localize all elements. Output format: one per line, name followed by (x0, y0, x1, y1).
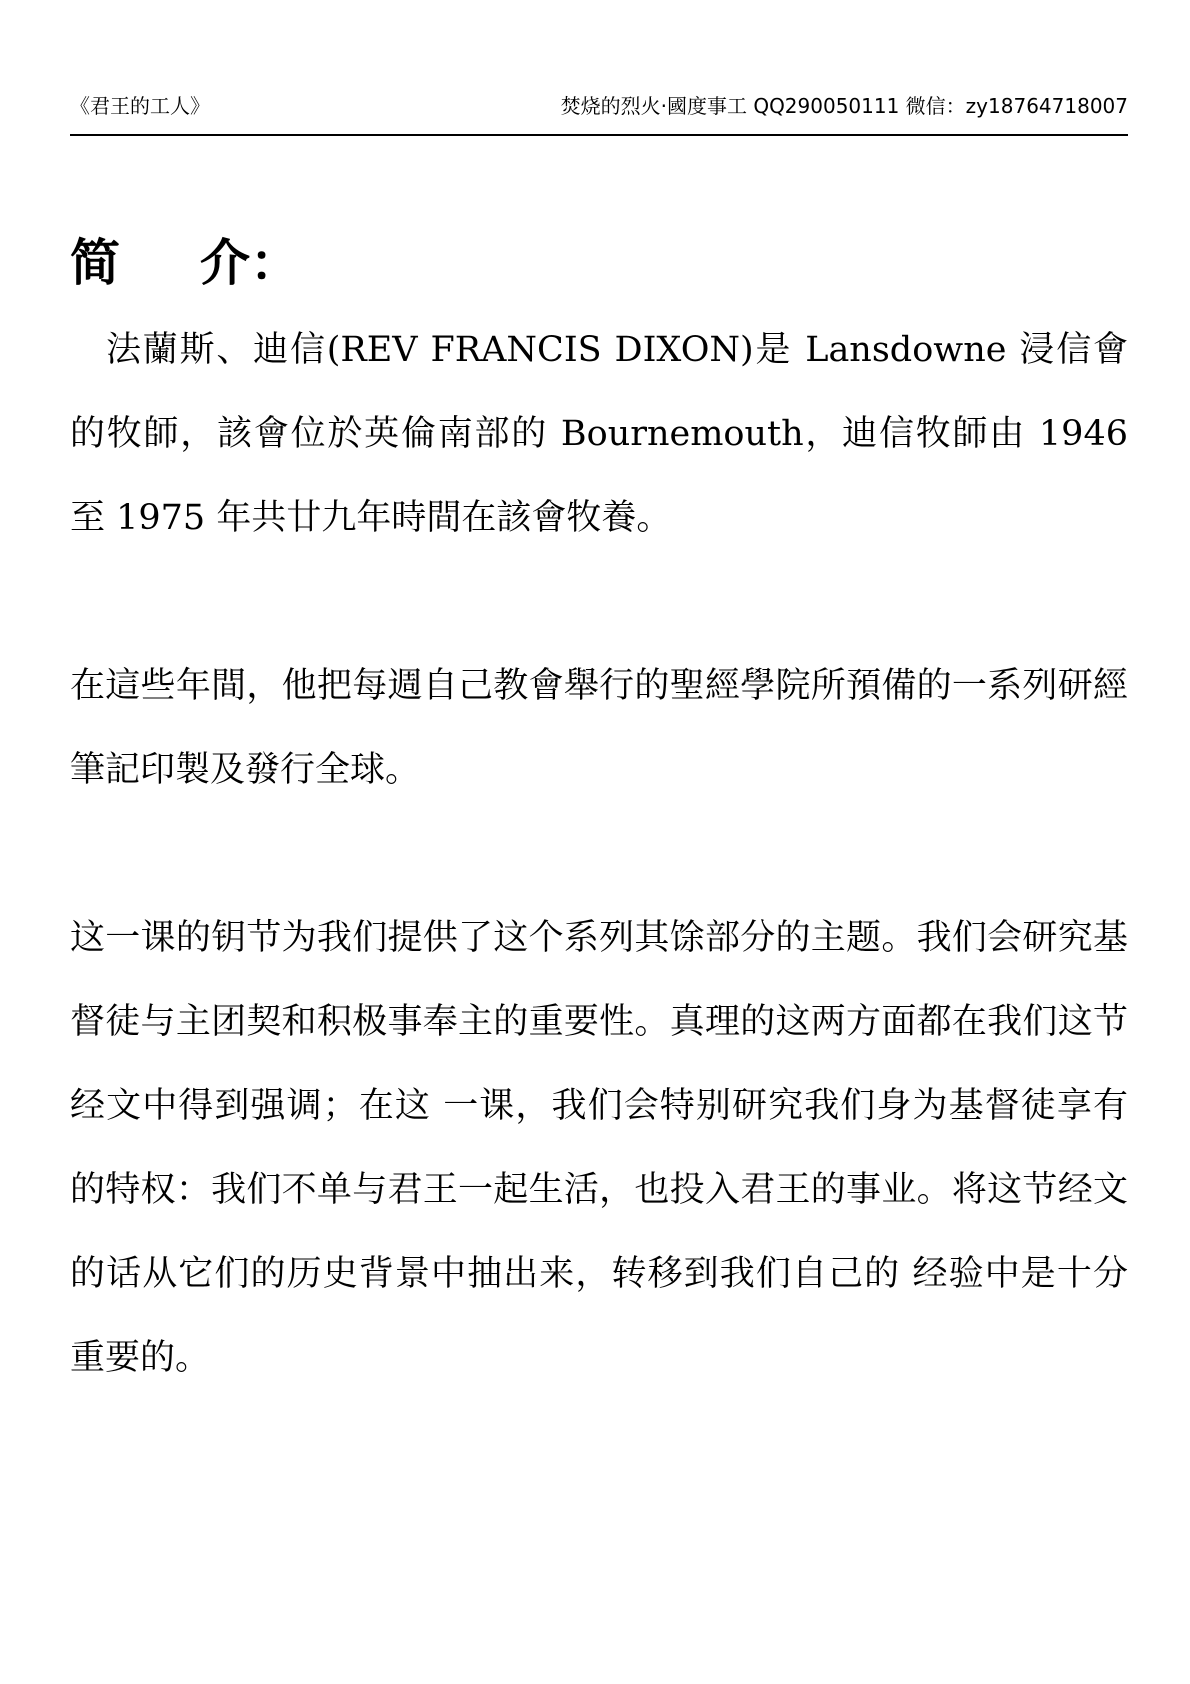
paragraph-lesson-theme: 这一课的钥节为我们提供了这个系列其馀部分的主题。我们会研究基督徒与主团契和积极事奉主的重要性。真理的这两方面都在我们这节经文中得到强调；在这 一课，我们会特别研究我们身为基督徒享有的特权：我们不单与君王一起生活，也投入君王的事业。将这节经文的话从它们的历史背景中抽出来，转移到我们自己的 经验中是十分重要的。 (70, 918, 1128, 1378)
page-header (70, 88, 1128, 124)
paragraph-spacer (70, 560, 1128, 644)
paragraph-study-notes: 在這些年間，他把每週自己教會舉行的聖經學院所預備的一系列研經筆記印製及發行全球。 (70, 666, 1128, 790)
paragraph-author-bio: 法蘭斯、迪信(REV FRANCIS DIXON)是 Lansdowne 浸信會的牧師，該會位於英倫南部的 Bournemouth，迪信牧師由 1946 至 1975 年共廿九年時間在該會牧養。 (70, 330, 1128, 538)
book-title: 《君王的工人》 (70, 94, 210, 118)
header-divider (70, 134, 1128, 136)
document-body (70, 308, 1128, 1400)
ministry-contact: 焚烧的烈火·國度事工 QQ290050111 微信：zy18764718007 (560, 94, 1128, 118)
paragraph-spacer (70, 812, 1128, 896)
section-heading-char-2: 介： (200, 233, 300, 292)
section-heading (70, 228, 300, 298)
section-heading-char-1: 简 (70, 233, 120, 292)
